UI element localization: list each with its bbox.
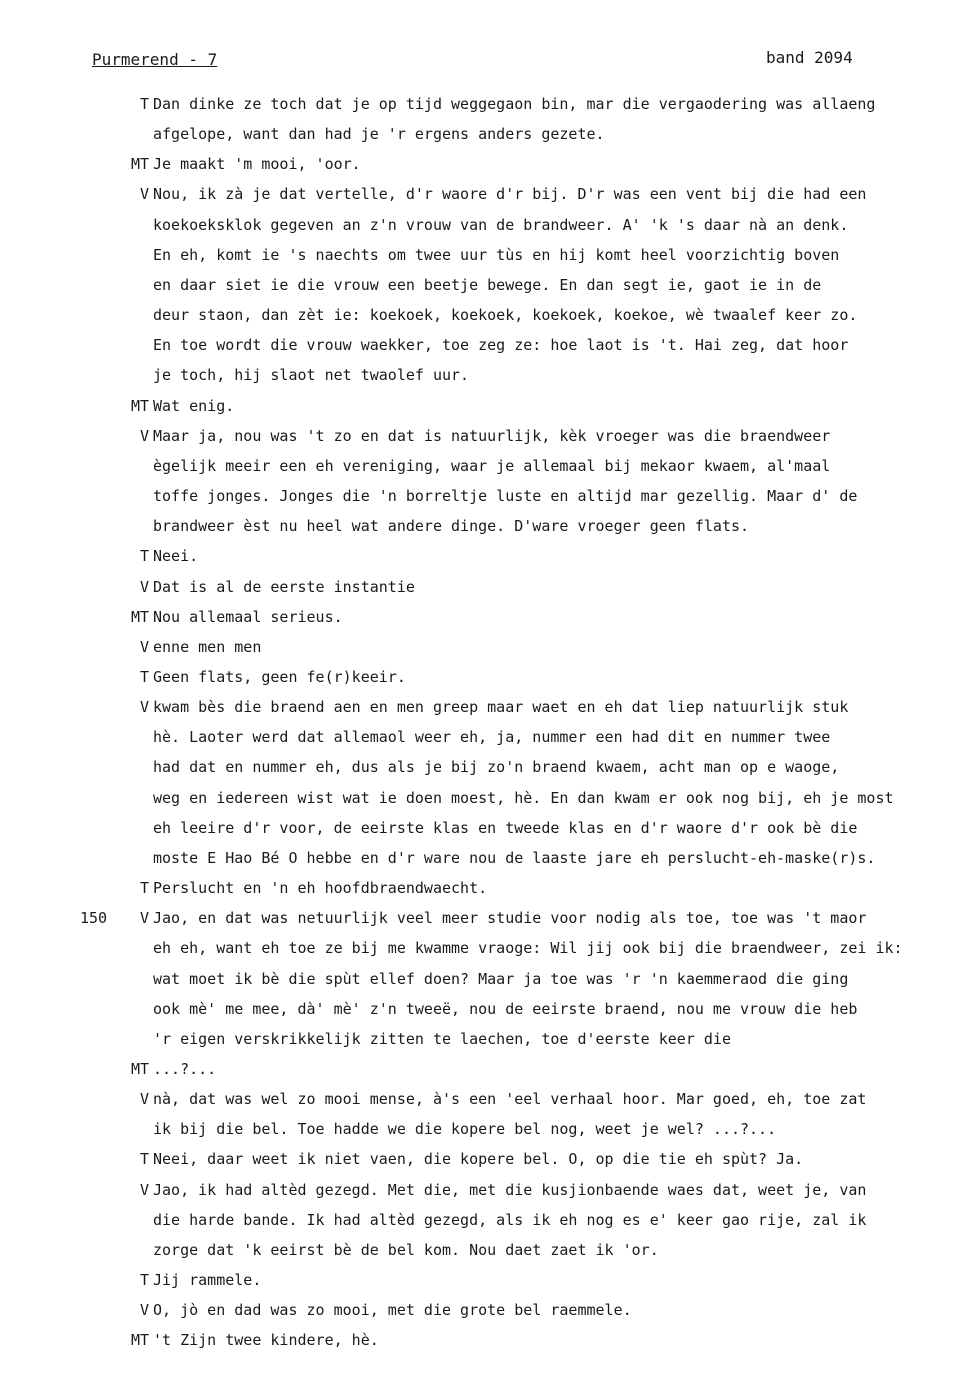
utterance-line: Nou, ik zà je dat vertelle, d'r waore d'r bij. D'r was een vent bij die had een <box>153 185 867 204</box>
transcript-turn <box>80 572 970 602</box>
utterance-line: moste E Hao Bé O hebbe en d'r ware nou de laaste jare eh perslucht-eh-maske(r)s. <box>153 848 876 867</box>
utterance-line: nà, dat was wel zo mooi mense, à's een 'eel verhaal hoor. Mar goed, eh, toe zat <box>153 1090 867 1109</box>
utterance-line: had dat en nummer eh, dus als je bij zo'n braend kwaem, acht man op e waoge, <box>153 758 840 777</box>
speaker-label: MT <box>130 155 149 174</box>
utterance-line: Neei, daar weet ik niet vaen, die kopere bel. O, op die tie eh spùt? Ja. <box>153 1150 804 1169</box>
transcript-turn <box>80 873 970 903</box>
utterance-line: zorge dat 'k eeirst bè de bel kom. Nou daet zaet ik 'or. <box>153 1240 659 1259</box>
transcript-turn <box>80 1175 970 1265</box>
speaker-label: T <box>139 95 149 113</box>
utterance-line: O, jò en dad was zo mooi, met die grote bel raemmele. <box>153 1301 632 1320</box>
utterance-line: ègelijk meeir een eh vereniging, waar je allemaal bij mekaor kwaem, al'maal <box>153 456 831 475</box>
speaker-label: V <box>139 577 149 596</box>
speaker-label: T <box>139 547 149 566</box>
utterance-line: Neei. <box>153 547 199 566</box>
speaker-label: V <box>139 637 149 656</box>
speaker-label: V <box>139 1090 149 1109</box>
transcript-turn <box>80 1144 970 1174</box>
utterance-line: ik bij die bel. Toe hadde we die kopere bel nog, weet je wel? ...?... <box>153 1120 777 1139</box>
utterance-line: Geen flats, geen fe(r)keeir. <box>153 667 406 686</box>
speaker-label: T <box>139 667 149 686</box>
transcript-turn <box>80 602 970 632</box>
transcript-turn <box>80 692 970 873</box>
utterance-line: hè. Laoter werd dat allemaol weer eh, ja, nummer een had dit en nummer twee <box>153 728 831 747</box>
utterance-line: afgelope, want dan had je 'r ergens anders gezete. <box>153 125 605 144</box>
speaker-label: T <box>139 1271 149 1290</box>
speaker-label: MT <box>130 607 149 626</box>
utterance-line: deur staon, dan zèt ie: koekoek, koekoek, koekoek, koekoe, wè twaalef keer zo. <box>153 306 858 325</box>
utterance-line: Jao, en dat was netuurlijk veel meer studie voor nodig als toe, toe was 't maor <box>153 909 867 928</box>
utterance-line: Jij rammele. <box>153 1271 262 1290</box>
utterance-line: Je maakt 'm mooi, 'oor. <box>153 155 361 174</box>
transcript-turn <box>80 632 970 662</box>
utterance-line: 't Zijn twee kindere, hè. <box>153 1331 379 1350</box>
utterance-line: Dat is al de eerste instantie <box>153 577 415 596</box>
utterance-line: eh leeire d'r voor, de eeirste klas en tweede klas en d'r waore d'r ook bè die <box>153 818 858 837</box>
utterance-line: je toch, hij slaot net twaolef uur. <box>153 366 470 385</box>
speaker-label: V <box>139 426 149 445</box>
transcript-turn <box>80 541 970 571</box>
utterance-line: die harde bande. Ik had altèd gezegd, als ik eh nog es e' keer gao rije, zal ik <box>153 1210 867 1229</box>
band-number: band 2094 <box>766 48 853 67</box>
page-header <box>92 50 872 76</box>
utterance-line: En eh, komt ie 's naechts om twee uur tùs en hij komt heel voorzichtig boven <box>153 245 840 264</box>
utterance-line: Dan dinke ze toch dat je op tijd weggegaon bin, mar die vergaodering was allaeng <box>153 95 876 113</box>
utterance-line: Jao, ik had altèd gezegd. Met die, met die kusjionbaende waes dat, weet je, van <box>153 1180 867 1199</box>
speaker-label: MT <box>130 396 149 415</box>
transcript-turn <box>80 1084 970 1144</box>
transcript-turn <box>80 1325 970 1355</box>
utterance-line: Maar ja, nou was 't zo en dat is natuurlijk, kèk vroeger was die braendweer <box>153 426 831 445</box>
utterance-line: Perslucht en 'n eh hoofdbraendwaecht. <box>153 879 488 898</box>
utterance-line: wat moet ik bè die spùt ellef doen? Maar ja toe was 'r 'n kaemmeraod die ging <box>153 969 849 988</box>
utterance-line: ...?... <box>153 1060 217 1078</box>
utterance-line: toffe jonges. Jonges die 'n borreltje luste en altijd mar gezellig. Maar d' de <box>153 487 858 506</box>
transcript-turn <box>80 1265 970 1295</box>
utterance-line: Nou allemaal serieus. <box>153 607 343 626</box>
utterance-line: En toe wordt die vrouw waekker, toe zeg ze: hoe laot is 't. Hai zeg, dat hoor <box>153 336 849 355</box>
transcript-turn <box>80 1295 970 1325</box>
speaker-label: MT <box>130 1331 149 1350</box>
transcript-turn <box>80 149 970 179</box>
speaker-label: MT <box>130 1060 149 1078</box>
utterance-line: brandweer èst nu heel wat andere dinge. D'ware vroeger geen flats. <box>153 517 750 536</box>
transcript-turn <box>80 179 970 390</box>
utterance-line: eh eh, want eh toe ze bij me kwamme vraoge: Wil jij ook bij die braendweer, zei ik: <box>153 939 903 958</box>
speaker-label: V <box>139 1180 149 1199</box>
speaker-label: V <box>139 1301 149 1320</box>
speaker-label: T <box>139 879 149 898</box>
utterance-line: kwam bès die braend aen en men greep maar waet en eh dat liep natuurlijk stuk <box>153 698 849 717</box>
transcript-turn <box>80 1054 970 1084</box>
speaker-label: V <box>139 698 149 717</box>
utterance-line: ook mè' me mee, dà' mè' z'n tweeë, nou de eeirste braend, nou me vrouw die heb <box>153 999 858 1018</box>
transcript-turn <box>80 903 970 1054</box>
transcript <box>80 89 970 1356</box>
utterance-line: koekoeksklok gegeven an z'n vrouw van de brandweer. A' 'k 's daar nà an denk. <box>153 215 849 234</box>
transcript-turn <box>80 391 970 421</box>
speaker-label: T <box>139 1150 149 1169</box>
transcript-turn <box>80 662 970 692</box>
transcript-turn <box>80 89 970 149</box>
place-title: Purmerend - 7 <box>92 50 218 69</box>
speaker-label: V <box>139 185 149 204</box>
utterance-line: en daar siet ie die vrouw een beetje bewege. En dan segt ie, gaot ie in de <box>153 275 822 294</box>
utterance-line: weg en iedereen wist wat ie doen moest, hè. En dan kwam er ook nog bij, eh je most <box>153 788 894 807</box>
transcript-turn <box>80 421 970 542</box>
speaker-label: V <box>139 909 149 928</box>
utterance-line: Wat enig. <box>153 396 235 415</box>
utterance-line: enne men men <box>153 637 262 656</box>
utterance-line: 'r eigen verskrikkelijk zitten te laechen, toe d'eerste keer die <box>153 1029 731 1048</box>
line-number: 150 <box>80 909 108 928</box>
